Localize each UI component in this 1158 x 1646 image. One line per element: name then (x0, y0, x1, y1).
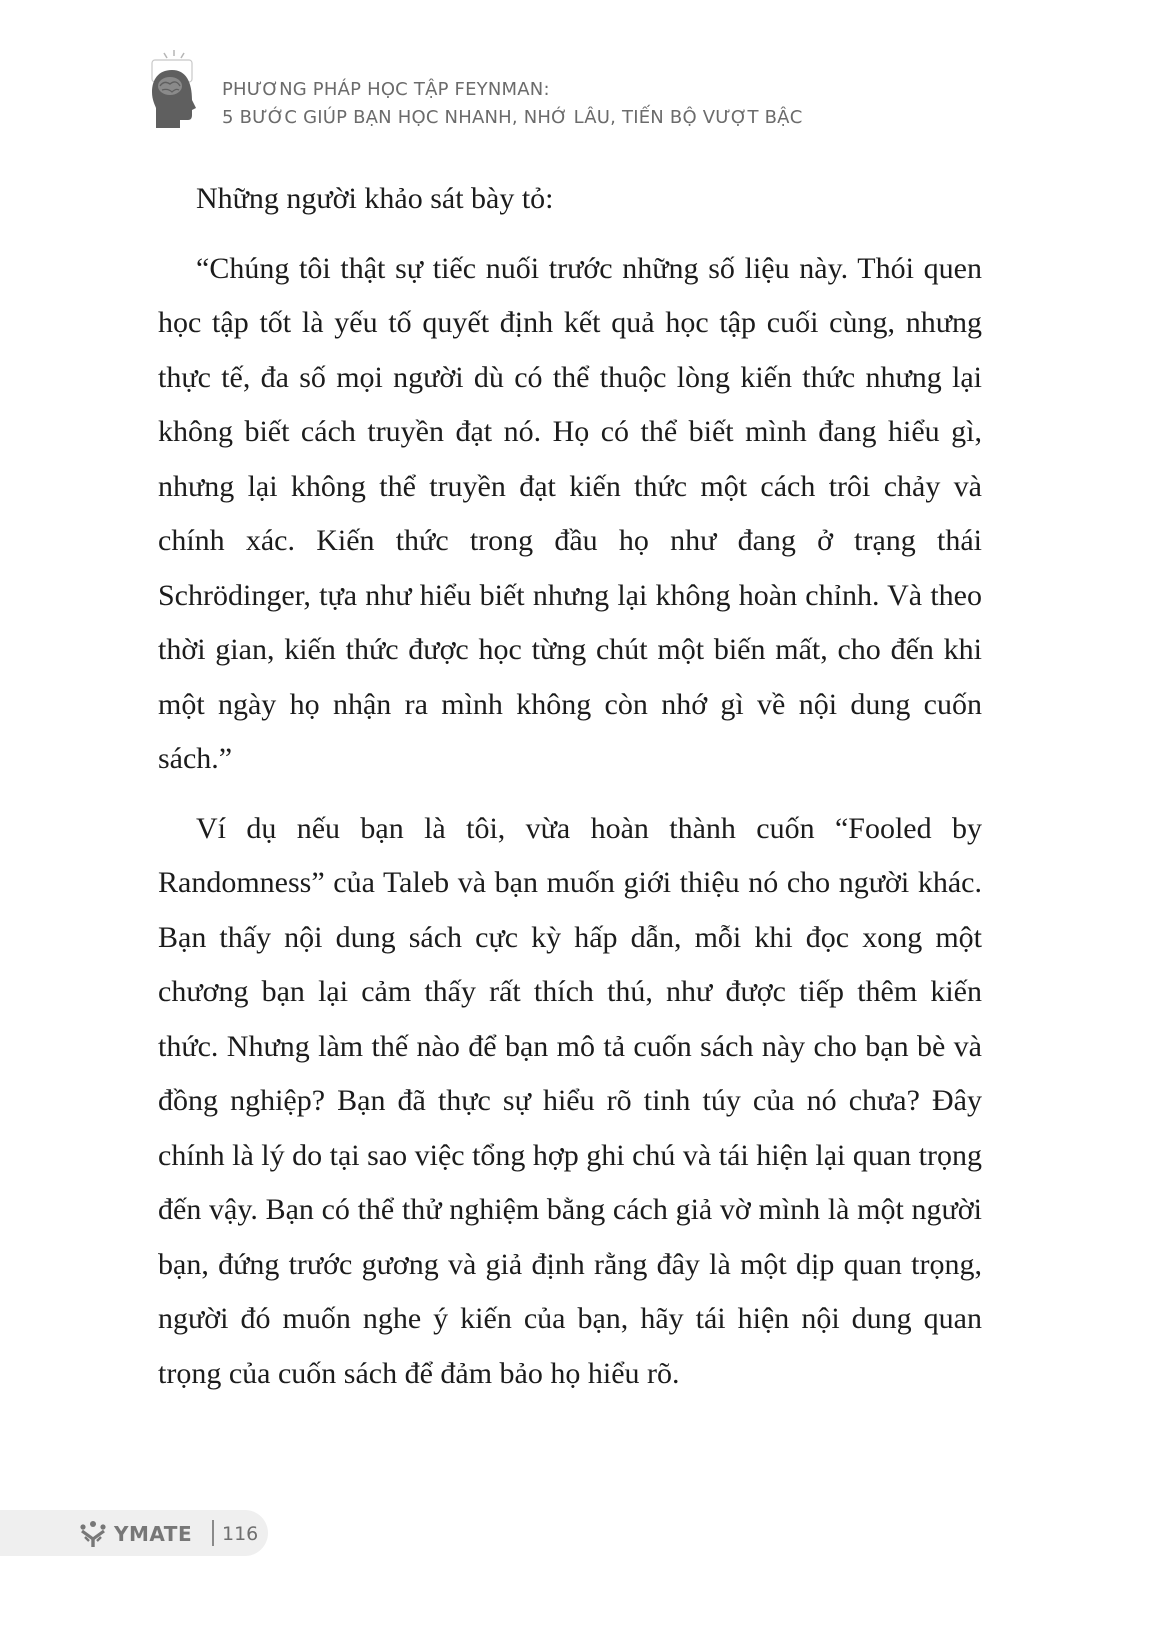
page-number: 116 (222, 1523, 259, 1545)
paragraph-3: Ví dụ nếu bạn là tôi, vừa hoàn thành cuốn “Fooled by Randomness” của Taleb và bạn muốn giới thiệu nó cho người khác. Bạn thấy nội dung sách cực kỳ hấp dẫn, mỗi khi đọc xong một chương bạn lại cảm thấy rất thích thú, như được tiếp thêm kiến thức. Nhưng làm thế nào để bạn mô tả cuốn sách này cho bạn bè và đồng nghiệp? Bạn đã thực sự hiểu rõ tinh túy của nó chưa? Đây chính là lý do tại sao việc tổng hợp ghi chú và tái hiện lại quan trọng đến vậy. Bạn có thể thử nghiệm bằng cách giả vờ mình là một người bạn, đứng trước gương và giả định rằng đây là một dịp quan trọng, người đó muốn nghe ý kiến của bạn, hãy tái hiện nội dung quan trọng của cuốn sách để đảm bảo họ hiểu rõ. (158, 811, 983, 1390)
running-header (150, 48, 950, 140)
paragraph-1: Những người khảo sát bày tỏ: (196, 182, 554, 215)
header-title-line-1: PHƯƠNG PHÁP HỌC TẬP FEYNMAN: (222, 79, 550, 100)
head-lightbulb-icon (150, 48, 198, 136)
body-text (158, 172, 982, 1401)
page-footer (0, 1510, 268, 1556)
footer-divider (212, 1520, 214, 1546)
header-title-line-2: 5 BƯỚC GIÚP BẠN HỌC NHANH, NHỚ LÂU, TIẾN BỘ VƯỢT BẬC (222, 107, 803, 128)
ymate-logo-icon (78, 1520, 108, 1548)
header-title (222, 76, 802, 132)
paragraph-2: “Chúng tôi thật sự tiếc nuối trước những số liệu này. Thói quen học tập tốt là yếu tố quyết định kết quả học tập cuối cùng, nhưng thực tế, đa số mọi người dù có thể thuộc lòng kiến thức nhưng lại không biết cách truyền đạt nó. Họ có thể biết mình đang hiểu gì, nhưng lại không thể truyền đạt kiến thức một cách trôi chảy và chính xác. Kiến thức trong đầu họ như đang ở trạng thái Schrödinger, tựa như hiểu biết nhưng lại không hoàn chỉnh. Và theo thời gian, kiến thức được học từng chút một biến mất, cho đến khi một ngày họ nhận ra mình không còn nhớ gì về nội dung cuốn sách.” (158, 251, 982, 775)
footer-brand: YMATE (114, 1522, 193, 1546)
